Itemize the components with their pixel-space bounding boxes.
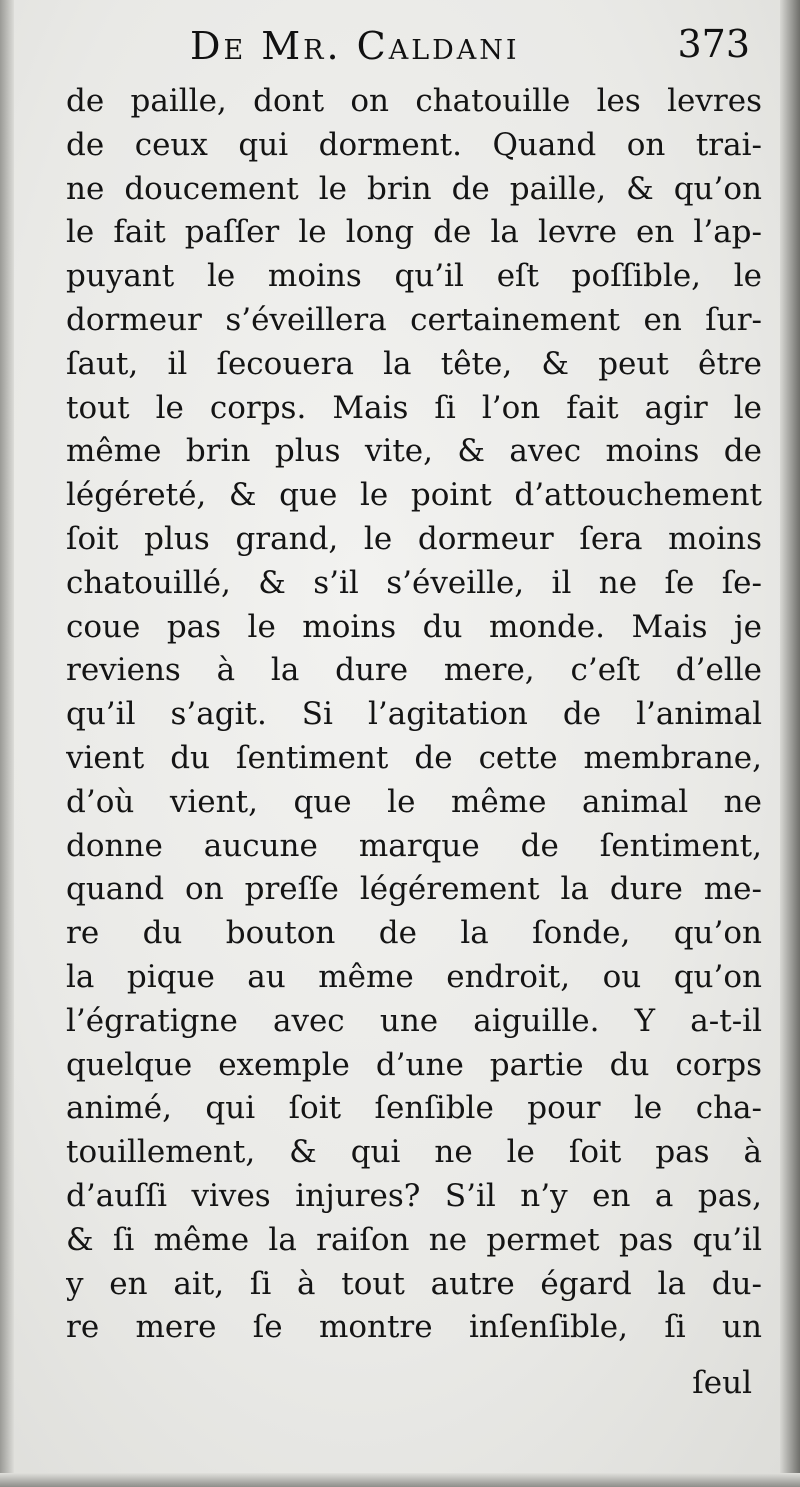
text-line: coue pas le moins du monde. Mais je [66,608,762,645]
text-line: & ſi même la raiſon ne permet pas qu’il [66,1221,762,1258]
text-line: dormeur s’éveillera certainement en ſur- [66,301,762,338]
text-line: de paille, dont on chatouille les levres [66,83,762,119]
text-line: d’où vient, que le même animal ne [66,783,762,820]
text-line: quand on preſſe légérement la dure me- [66,871,762,908]
text-line: donne aucune marque de ſentiment, [66,827,762,864]
page-edge-right [780,0,800,1487]
text-line: y en ait, ſi à tout autre égard la du- [66,1265,762,1302]
text-line: même brin plus vite, & avec moins de [66,433,762,470]
text-line: quelque exemple d’une partie du corps [66,1046,762,1083]
running-head [190,22,750,72]
text-line: qu’il s’agit. Si l’agitation de l’animal [66,696,762,733]
text-line: légéreté, & que le point d’attouchement [66,477,762,514]
text-line: la pique au même endroit, ou qu’on [66,958,762,995]
text-line: vient du ſentiment de cette membrane, [66,739,762,776]
text-line: puyant le moins qu’il eſt poſſible, le [66,258,762,295]
text-line: touillement, & qui ne le ſoit pas à [66,1134,762,1171]
text-line: l’égratigne avec une aiguille. Y a-t-il [66,1002,762,1039]
text-line: ſoit plus grand, le dormeur ſera moins [66,520,762,557]
text-line: ne doucement le brin de paille, & qu’on [66,170,762,207]
page-number: 373 [677,22,750,66]
text-line: re mere ſe montre inſenſible, ſi un [66,1309,762,1346]
text-line: ſaut, il ſecouera la tête, & peut être [66,345,762,382]
text-line: animé, qui ſoit ſenſible pour le cha- [66,1090,762,1127]
running-head-title: De Mr. Caldani [190,24,520,68]
text-line: reviens à la dure mere, c’eſt d’elle [66,652,762,689]
catchword: ſeul [692,1365,752,1401]
page-edge-left [0,0,14,1487]
text-line: tout le corps. Mais ſi l’on fait agir le [66,389,762,426]
text-line: re du bouton de la ſonde, qu’on [66,915,762,952]
text-line: de ceux qui dorment. Quand on trai- [66,126,762,163]
page-edge-bottom [0,1473,800,1487]
text-line: chatouillé, & s’il s’éveille, il ne ſe ſe- [66,564,762,601]
body-text [66,80,762,1350]
text-line: d’auſſi vives injures? S’il n’y en a pas, [66,1177,762,1214]
text-line: le fait paſſer le long de la levre en l’ap- [66,214,762,251]
